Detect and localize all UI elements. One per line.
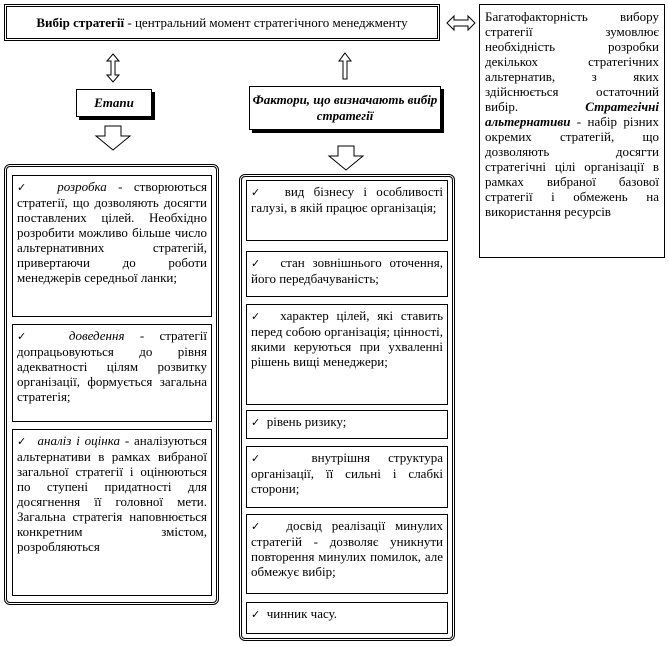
down-arrow-icon [95, 125, 131, 151]
stage-item [12, 324, 212, 422]
factor-text: досвід реалізації минулих стратегій - дозволяє уникнути повторення минулих помилок, але обмежує вибір; [251, 518, 444, 579]
check-icon: ✓ [17, 181, 35, 194]
check-icon: ✓ [251, 520, 267, 533]
stage-text: - стратегії допрацьовуються до рівня адекватності цілям розвитку організації, формується загальна стратегія; [17, 328, 208, 404]
check-icon: ✓ [251, 257, 265, 270]
title-rest: - центральний момент стратегічного менеджменту [124, 14, 408, 30]
check-icon: ✓ [251, 608, 261, 621]
stage-item [12, 175, 212, 317]
stage-text: - створюються стратегії, що дозволяють досягти поставлених цілей. Необхідно розробити можливо більше число альтернативних стратегій, привертаючи до роботи менеджерів середньої ланки; [17, 179, 208, 285]
factor-item [246, 446, 448, 508]
factor-item [246, 304, 448, 405]
side-note-part1: Багатофакторність вибору стратегії зумовлює необхідність розробки декількох стратегічних альтернатив, з яких здійснюється остаточний вибір. [485, 9, 659, 114]
up-arrow-icon [338, 52, 352, 80]
title-box [4, 4, 440, 41]
factor-item [246, 180, 448, 241]
side-note-term: Стратегічні альтернативи [485, 99, 659, 129]
factor-item [246, 251, 448, 297]
factors-label: Фактори, що визначають вибір стратегії [252, 92, 438, 123]
stage-term: розробка [57, 179, 107, 194]
check-icon: ✓ [251, 310, 265, 323]
double-arrow-horizontal-icon [446, 15, 476, 31]
stages-label-box [76, 89, 152, 117]
title-text [36, 15, 407, 31]
down-arrow-icon [328, 145, 364, 171]
factor-text: вид бізнесу і особливості галузі, в якій працює організація; [251, 184, 444, 215]
check-icon: ✓ [251, 186, 267, 199]
factor-text: стан зовнішнього оточення, його передбачуваність; [251, 255, 443, 286]
stages-label: Етапи [94, 95, 134, 110]
title-bold: Вибір стратегії [36, 14, 125, 30]
check-icon: ✓ [251, 452, 276, 465]
side-note-part2: - набір різних окремих стратегій, що дозволяють досягти стратегічні цілі організації в рамках вибраної базової стратегії і обмежень на використання ресурсів [485, 114, 659, 219]
side-note-text [485, 9, 659, 219]
factor-text: характер цілей, які ставить перед собою організація; цінності, якими керуються при ухваленні рішень вищі менеджери; [251, 308, 444, 369]
factor-item [246, 410, 448, 439]
stage-text: - аналізуються альтернативи в рамках вибраної загальної стратегії і оцінюються по ступені придатності для досягнення її головної мети. Загальна стратегія наповнюється конкретним змістом, розробляються [17, 433, 208, 554]
check-icon: ✓ [17, 330, 39, 343]
check-icon: ✓ [17, 435, 28, 448]
stage-item [12, 429, 212, 596]
check-icon: ✓ [251, 416, 261, 429]
factor-item [246, 602, 448, 634]
stage-term: аналіз і оцінка [37, 433, 120, 448]
double-arrow-vertical-icon [106, 53, 120, 83]
factor-text: чинник часу. [266, 606, 338, 621]
factor-text: внутрішня структура організації, її сильні і слабкі сторони; [251, 450, 444, 496]
stage-term: доведення [68, 328, 125, 343]
side-note-box [479, 4, 665, 258]
factor-text: рівень ризику; [266, 414, 347, 429]
factors-label-box [249, 86, 441, 130]
factor-item [246, 514, 448, 594]
